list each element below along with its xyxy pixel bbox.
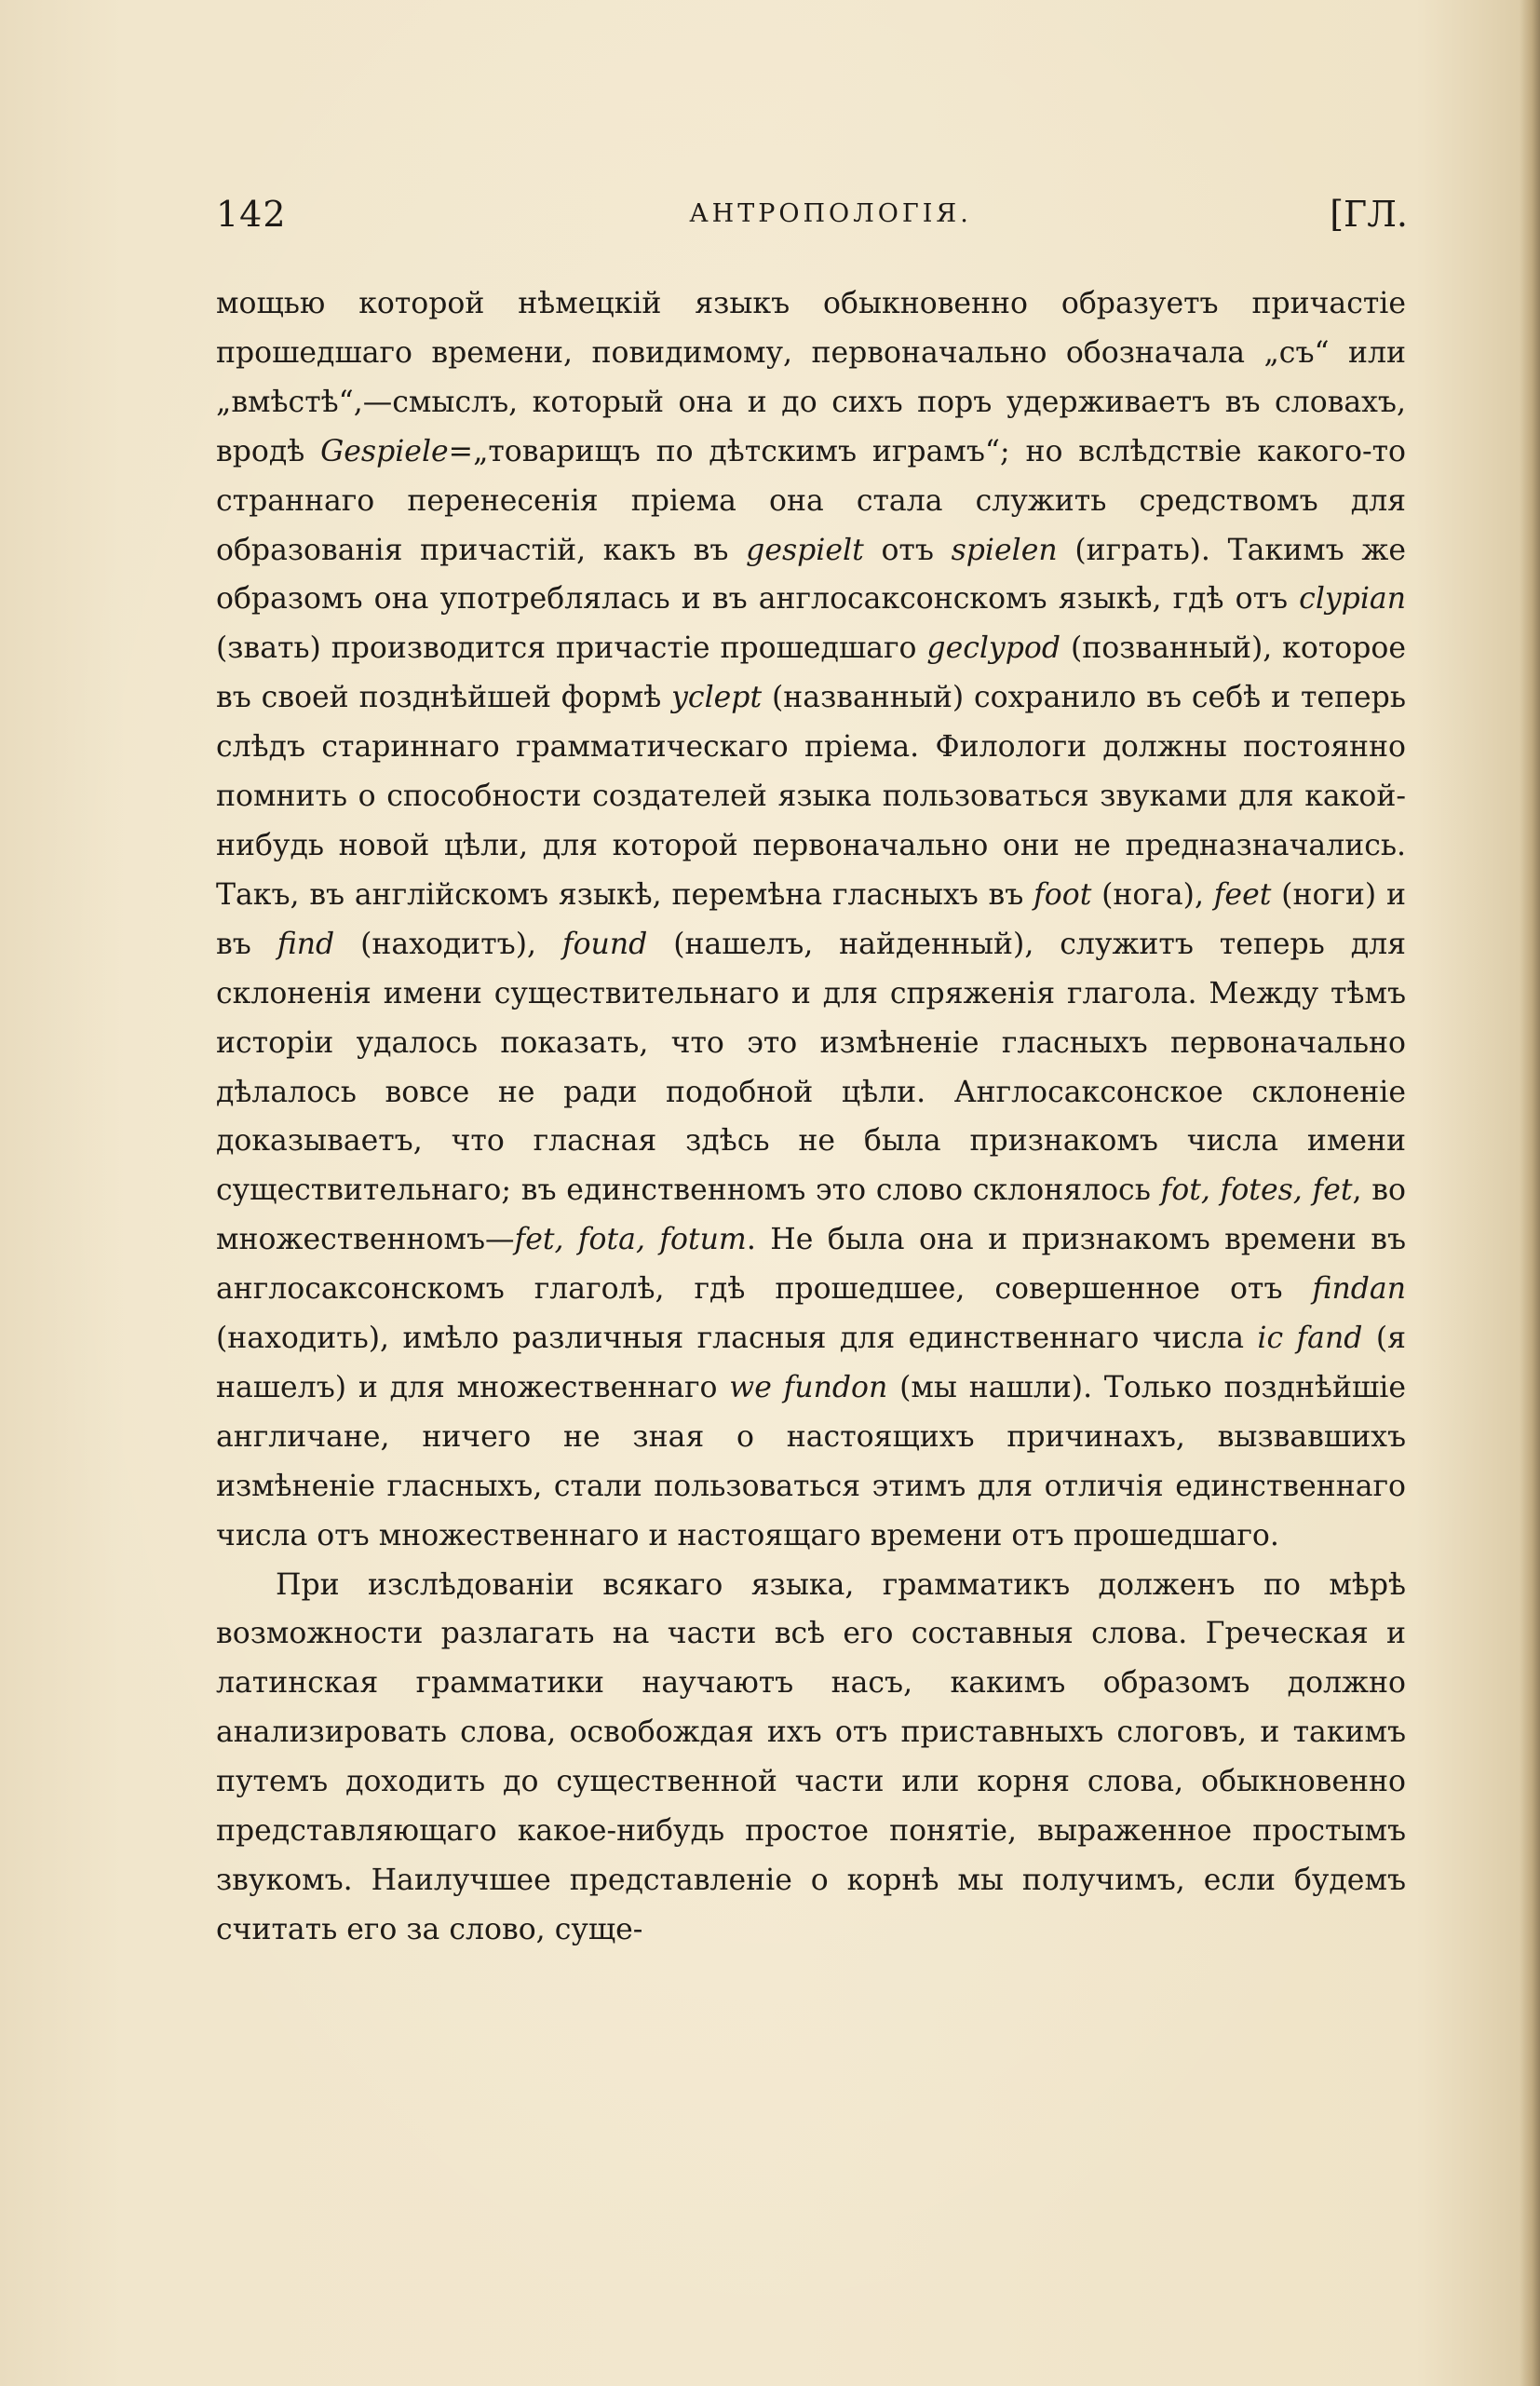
body-text bbox=[216, 279, 1406, 1955]
italic-term: feet bbox=[1213, 877, 1272, 912]
italic-term: clypian bbox=[1299, 582, 1406, 617]
running-title: АНТРОПОЛОГІЯ. bbox=[689, 199, 972, 228]
text-run: (ноги) и въ bbox=[216, 877, 1406, 961]
italic-term: gespielt bbox=[746, 533, 864, 567]
text-run: , во множественномъ— bbox=[216, 1173, 1406, 1257]
text-run: мощью которой нѣмецкій языкъ обыкновенно образуетъ причастіе прошедшаго времени, повидимому, первоначально обозначала „съ“ или „вмѣстѣ“,—смыслъ, который она и до сихъ поръ удерживаетъ въ словахъ, вродѣ bbox=[216, 287, 1406, 468]
text-run: (я нашелъ) и для множественнаго bbox=[216, 1322, 1406, 1404]
text-run: (звать) производится причастіе прошедшаго bbox=[216, 631, 927, 666]
text-run: (названный) сохранило въ себѣ и теперь слѣдъ стариннаго грамматическаго пріема. Филологи должны постоянно помнить о способности создателей языка пользоваться звуками для какой-нибудь новой цѣли, для которой первоначально они не предназначались. Такъ, въ англійскомъ языкѣ, перемѣна гласныхъ въ bbox=[216, 681, 1406, 912]
text-run: отъ bbox=[863, 533, 952, 567]
italic-term: spielen bbox=[951, 533, 1058, 567]
text-run: (мы нашли). Только позднѣйшіе англичане, ничего не зная о настоящихъ причинахъ, вызвавшихъ измѣненіе гласныхъ, стали пользоваться этимъ для отличія единственнаго числа отъ множественнаго и настоящаго времени отъ прошедшаго. bbox=[216, 1370, 1406, 1552]
text-run: =„товарищъ по дѣтскимъ играмъ“; но вслѣдствіе какого-то страннаго перенесенія пріема она стала служить средствомъ для образованія причастій, какъ въ bbox=[216, 434, 1406, 567]
text-run: (позванный), которое въ своей позднѣйшей формѣ bbox=[216, 631, 1406, 715]
italic-term: yclept bbox=[671, 681, 763, 715]
text-run: (нога), bbox=[1091, 877, 1214, 912]
page-number: 142 bbox=[216, 194, 287, 235]
text-run: (нашелъ, найденный), служитъ теперь для склоненія имени существительнаго и для спряженія глагола. Между тѣмъ исторіи удалось показать, что это измѣненіе гласныхъ первоначально дѣлалось вовсе не ради подобной цѣли. Англосаксонское склоненіе доказываетъ, что гласная здѣсь не была признакомъ числа имени существительнаго; въ единственномъ это слово склонялось bbox=[216, 927, 1406, 1208]
text-run: (находить), имѣло различныя гласныя для единственнаго числа bbox=[216, 1322, 1258, 1356]
italic-term: geclypod bbox=[926, 631, 1061, 666]
page-header bbox=[216, 194, 1408, 250]
italic-term: Gespiele bbox=[320, 434, 449, 468]
text-run: При изслѣдованіи всякаго языка, грамматикъ долженъ по мѣрѣ возможности разлагать на части всѣ его составныя слова. Греческая и латинская грамматики научаютъ насъ, какимъ образомъ должно анализировать слова, освобождая ихъ отъ приставныхъ слоговъ, и такимъ путемъ доходить до существенной части или корня слова, обыкновенно представляющаго какое-нибудь простое понятіе, выраженное простымъ звукомъ. Наилучшее представленіе о корнѣ мы получимъ, если будемъ считать его за слово, суще- bbox=[216, 1567, 1406, 1946]
italic-term: found bbox=[561, 927, 648, 961]
chapter-mark: [ГЛ. bbox=[1330, 194, 1408, 235]
italic-term: ic fand bbox=[1257, 1322, 1363, 1356]
text-run: (играть). Такимъ же образомъ она употреблялась и въ англосаксонскомъ языкѣ, гдѣ отъ bbox=[216, 533, 1406, 617]
italic-term: findan bbox=[1312, 1272, 1406, 1307]
page-edge-shadow bbox=[1520, 0, 1540, 2386]
italic-term: fot, fotes, fet bbox=[1160, 1173, 1353, 1208]
text-run: (находитъ), bbox=[334, 927, 562, 961]
italic-term: fet, fota, fotum bbox=[514, 1223, 747, 1257]
italic-term: foot bbox=[1033, 877, 1092, 912]
paragraph bbox=[216, 1561, 1406, 1955]
paragraph bbox=[216, 279, 1406, 1561]
italic-term: find bbox=[277, 927, 335, 961]
italic-term: we fundon bbox=[729, 1370, 888, 1404]
text-run: . Не была она и признакомъ времени въ англосаксонскомъ глаголѣ, гдѣ прошедшее, совершенное отъ bbox=[216, 1223, 1407, 1307]
